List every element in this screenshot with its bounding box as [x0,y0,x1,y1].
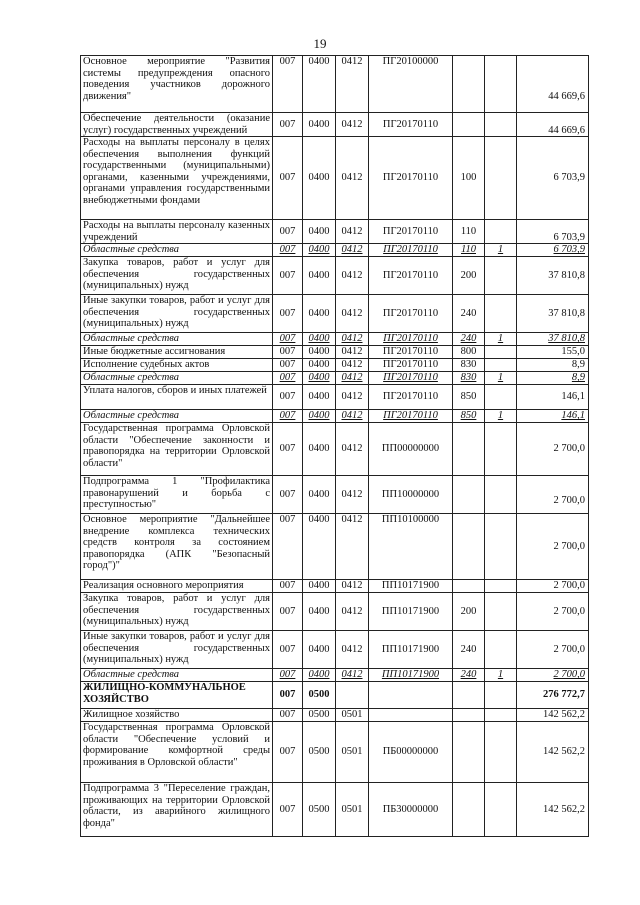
code-expense-type: 200 [453,257,485,295]
code-source [485,220,517,244]
code-section: 0400 [303,514,336,580]
code-expense-type: 240 [453,295,485,333]
amount: 6 703,9 [517,244,589,257]
code-target-article: ПП10171900 [369,631,453,669]
code-expense-type [453,682,485,709]
code-target-article: ПП10171900 [369,669,453,682]
code-target-article: ПБ30000000 [369,783,453,837]
code-target-article: ПГ20170110 [369,385,453,410]
row-name: Закупка товаров, работ и услуг для обеспечения государственных (муниципальных) нужд [81,593,273,631]
code-expense-type [453,423,485,476]
table-row [81,220,589,244]
code-ved: 007 [273,709,303,722]
amount: 8,9 [517,372,589,385]
code-section: 0400 [303,333,336,346]
row-name: Иные закупки товаров, работ и услуг для обеспечения государственных (муниципальных) нужд [81,631,273,669]
row-name: Подпрограмма 1 "Профилактика правонарушений и борьба с преступностью" [81,476,273,514]
amount: 146,1 [517,385,589,410]
row-name: ЖИЛИЩНО-КОММУНАЛЬНОЕ ХОЗЯЙСТВО [81,682,273,709]
row-name: Государственная программа Орловской области "Обеспечение законности и правопорядка на территории Орловской области" [81,423,273,476]
row-name: Государственная программа Орловской области "Обеспечение условий и формирование комфортной среды проживания в Орловской области" [81,722,273,783]
code-subsection: 0501 [336,722,369,783]
code-expense-type: 850 [453,410,485,423]
code-section: 0400 [303,295,336,333]
amount: 2 700,0 [517,580,589,593]
code-target-article: ПП10000000 [369,476,453,514]
code-target-article: ПГ20100000 [369,56,453,113]
code-target-article: ПГ20170110 [369,359,453,372]
code-ved: 007 [273,783,303,837]
code-ved: 007 [273,244,303,257]
code-expense-type [453,783,485,837]
code-target-article: ПГ20170110 [369,113,453,137]
code-target-article: ПП00000000 [369,423,453,476]
code-section: 0400 [303,580,336,593]
row-name: Подпрограмма 3 "Переселение граждан, проживающих на территории Орловской области, из аварийного жилищного фонда" [81,783,273,837]
amount: 146,1 [517,410,589,423]
code-source: 1 [485,669,517,682]
row-name: Областные средства [81,244,273,257]
table-row [81,137,589,220]
code-source [485,722,517,783]
code-source [485,682,517,709]
table-row [81,257,589,295]
code-subsection: 0412 [336,333,369,346]
row-name: Иные бюджетные ассигнования [81,346,273,359]
code-source [485,359,517,372]
amount: 44 669,6 [517,56,589,113]
row-name: Исполнение судебных актов [81,359,273,372]
code-expense-type: 110 [453,244,485,257]
code-subsection: 0412 [336,580,369,593]
code-section: 0400 [303,137,336,220]
row-name: Основное мероприятие "Развития системы предупреждения опасного поведения участников дорожного движения" [81,56,273,113]
code-subsection: 0412 [336,669,369,682]
row-name: Уплата налогов, сборов и иных платежей [81,385,273,410]
code-ved: 007 [273,295,303,333]
table-row [81,385,589,410]
code-subsection: 0501 [336,709,369,722]
row-name: Иные закупки товаров, работ и услуг для обеспечения государственных (муниципальных) нужд [81,295,273,333]
code-subsection: 0412 [336,423,369,476]
row-name: Закупка товаров, работ и услуг для обеспечения государственных (муниципальных) нужд [81,257,273,295]
code-expense-type: 240 [453,631,485,669]
amount: 37 810,8 [517,333,589,346]
code-target-article: ПГ20170110 [369,295,453,333]
table-row [81,593,589,631]
code-section: 0400 [303,220,336,244]
code-expense-type: 200 [453,593,485,631]
code-ved: 007 [273,580,303,593]
code-ved: 007 [273,682,303,709]
amount: 2 700,0 [517,593,589,631]
amount: 142 562,2 [517,722,589,783]
code-section: 0400 [303,372,336,385]
code-subsection: 0412 [336,372,369,385]
amount: 276 772,7 [517,682,589,709]
code-expense-type [453,476,485,514]
code-target-article: ПГ20170110 [369,372,453,385]
code-ved: 007 [273,476,303,514]
code-subsection: 0412 [336,244,369,257]
code-section: 0500 [303,682,336,709]
code-expense-type: 110 [453,220,485,244]
code-target-article: ПП10100000 [369,514,453,580]
row-name: Обеспечение деятельности (оказание услуг) государственных учреждений [81,113,273,137]
code-subsection: 0412 [336,56,369,113]
amount: 2 700,0 [517,669,589,682]
code-section: 0400 [303,593,336,631]
code-ved: 007 [273,359,303,372]
code-section: 0400 [303,359,336,372]
code-subsection: 0412 [336,113,369,137]
row-name: Расходы на выплаты персоналу казенных учреждений [81,220,273,244]
code-section: 0400 [303,56,336,113]
code-source [485,514,517,580]
amount: 37 810,8 [517,295,589,333]
code-target-article: ПГ20170110 [369,137,453,220]
table-row [81,580,589,593]
code-section: 0400 [303,385,336,410]
code-expense-type: 830 [453,359,485,372]
table-row [81,722,589,783]
code-subsection: 0412 [336,346,369,359]
code-expense-type: 240 [453,669,485,682]
table-row [81,372,589,385]
code-source [485,709,517,722]
code-ved: 007 [273,631,303,669]
row-name: Областные средства [81,410,273,423]
code-section: 0400 [303,631,336,669]
amount: 2 700,0 [517,423,589,476]
code-section: 0400 [303,669,336,682]
code-expense-type [453,580,485,593]
code-ved: 007 [273,220,303,244]
table-row [81,56,589,113]
code-source [485,257,517,295]
code-ved: 007 [273,257,303,295]
code-section: 0400 [303,346,336,359]
page-number: 19 [313,36,327,51]
table-row [81,359,589,372]
code-expense-type: 850 [453,385,485,410]
table-row [81,514,589,580]
code-section: 0400 [303,257,336,295]
code-ved: 007 [273,593,303,631]
table-row [81,423,589,476]
code-target-article: ПБ00000000 [369,722,453,783]
code-source [485,783,517,837]
code-target-article: ПГ20170110 [369,346,453,359]
table-row [81,631,589,669]
code-expense-type [453,722,485,783]
code-ved: 007 [273,385,303,410]
code-subsection: 0412 [336,593,369,631]
code-section: 0400 [303,410,336,423]
code-subsection: 0412 [336,257,369,295]
code-expense-type: 240 [453,333,485,346]
amount: 142 562,2 [517,783,589,837]
code-source [485,295,517,333]
code-target-article: ПП10171900 [369,580,453,593]
code-subsection: 0412 [336,295,369,333]
code-target-article: ПГ20170110 [369,244,453,257]
code-source [485,593,517,631]
code-expense-type [453,514,485,580]
code-source [485,137,517,220]
code-ved: 007 [273,514,303,580]
code-source [485,113,517,137]
budget-table [80,55,589,837]
table-row [81,682,589,709]
code-source [485,385,517,410]
amount: 6 703,9 [517,137,589,220]
amount: 2 700,0 [517,631,589,669]
row-name: Жилищное хозяйство [81,709,273,722]
code-expense-type: 100 [453,137,485,220]
code-ved: 007 [273,346,303,359]
row-name: Расходы на выплаты персоналу в целях обеспечения выполнения функций государственными (муниципальными) органами, казенными учреждениями, органами управления государственными внебюджетными фондами [81,137,273,220]
code-subsection [336,682,369,709]
amount: 44 669,6 [517,113,589,137]
table-row [81,113,589,137]
code-source [485,346,517,359]
code-target-article: ПП10171900 [369,593,453,631]
code-ved: 007 [273,333,303,346]
code-source [485,580,517,593]
code-ved: 007 [273,410,303,423]
code-target-article [369,682,453,709]
code-ved: 007 [273,372,303,385]
code-section: 0400 [303,244,336,257]
code-expense-type [453,709,485,722]
code-subsection: 0412 [336,410,369,423]
amount: 6 703,9 [517,220,589,244]
row-name: Областные средства [81,372,273,385]
code-expense-type: 830 [453,372,485,385]
code-ved: 007 [273,113,303,137]
code-section: 0500 [303,709,336,722]
amount: 155,0 [517,346,589,359]
code-source [485,631,517,669]
code-ved: 007 [273,56,303,113]
amount: 142 562,2 [517,709,589,722]
code-subsection: 0412 [336,385,369,410]
table-row [81,783,589,837]
code-expense-type [453,56,485,113]
code-target-article: ПГ20170110 [369,257,453,295]
code-source [485,423,517,476]
code-ved: 007 [273,137,303,220]
code-subsection: 0412 [336,514,369,580]
table-row [81,295,589,333]
code-expense-type [453,113,485,137]
code-target-article: ПГ20170110 [369,410,453,423]
amount: 8,9 [517,359,589,372]
code-expense-type: 800 [453,346,485,359]
code-section: 0500 [303,783,336,837]
code-target-article [369,709,453,722]
code-subsection: 0412 [336,476,369,514]
code-source [485,56,517,113]
code-source: 1 [485,244,517,257]
row-name: Реализация основного мероприятия [81,580,273,593]
table-row [81,709,589,722]
code-section: 0400 [303,423,336,476]
amount: 2 700,0 [517,476,589,514]
table-row [81,410,589,423]
table-row [81,476,589,514]
code-source [485,476,517,514]
table-row [81,333,589,346]
code-section: 0400 [303,476,336,514]
code-subsection: 0412 [336,220,369,244]
code-subsection: 0412 [336,631,369,669]
table-row [81,244,589,257]
code-source: 1 [485,372,517,385]
row-name: Областные средства [81,669,273,682]
table-row [81,346,589,359]
code-source: 1 [485,410,517,423]
code-subsection: 0412 [336,359,369,372]
code-subsection: 0501 [336,783,369,837]
code-ved: 007 [273,423,303,476]
amount: 37 810,8 [517,257,589,295]
code-target-article: ПГ20170110 [369,333,453,346]
row-name: Областные средства [81,333,273,346]
code-target-article: ПГ20170110 [369,220,453,244]
code-source: 1 [485,333,517,346]
table-row [81,669,589,682]
code-ved: 007 [273,722,303,783]
code-section: 0500 [303,722,336,783]
code-section: 0400 [303,113,336,137]
amount: 2 700,0 [517,514,589,580]
row-name: Основное мероприятие "Дальнейшее внедрение комплекса технических средств контроля за состоянием правопорядка (АПК "Безопасный город")" [81,514,273,580]
code-subsection: 0412 [336,137,369,220]
code-ved: 007 [273,669,303,682]
